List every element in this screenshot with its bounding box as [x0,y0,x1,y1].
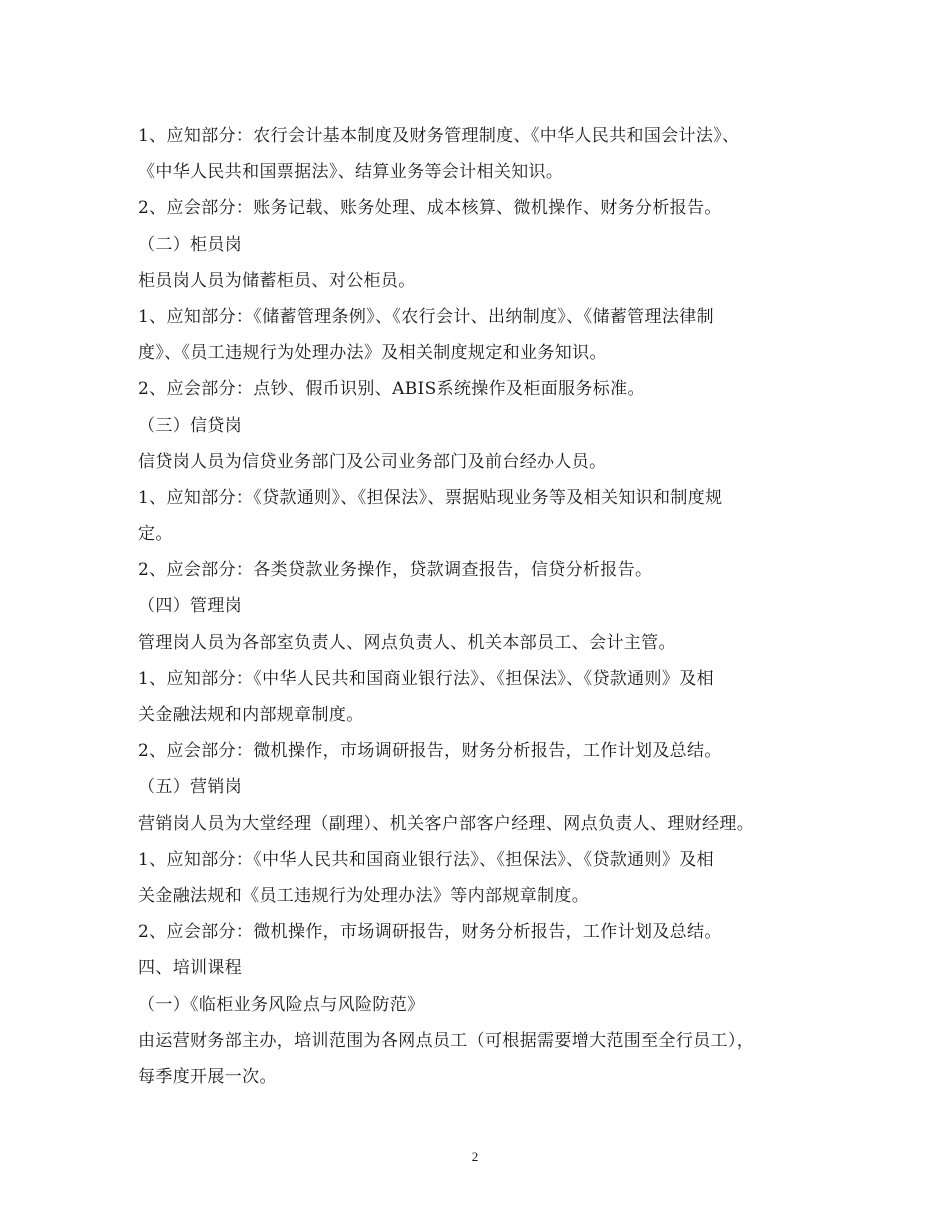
section-heading: （四）管理岗 [138,596,243,617]
text-line: 由运营财务部主办，培训范围为各网点员工（可根据需要增大范围至全行员工）， [138,1030,755,1051]
text-line: 1、应知部分：《中华人民共和国商业银行法》、《担保法》、《贷款通则》及相 [138,668,714,689]
text-line: 关金融法规和内部规章制度。 [138,705,364,725]
text-line: 《中华人民共和国票据法》、结算业务等会计相关知识。 [138,162,564,183]
text-line: 1、应知部分：《中华人民共和国商业银行法》、《担保法》、《贷款通则》及相 [138,849,714,870]
section-heading: （二）柜员岗 [138,234,243,255]
section-heading: （一）《临柜业务风险点与风险防范》 [138,994,425,1015]
text-line: 2、应会部分：微机操作，市场调研报告，财务分析报告，工作计划及总结。 [138,922,722,943]
document-body [138,118,810,1095]
text-line: 定。 [138,524,173,545]
text-line: 每季度开展一次。 [138,1066,277,1087]
section-heading: （三）信贷岗 [138,415,243,436]
text-line: 2、应会部分：账务记载、账务处理、成本核算、微机操作、财务分析报告。 [138,198,722,219]
page-number: 2 [471,1149,479,1164]
text-line: 信贷岗人员为信贷业务部门及公司业务部门及前台经办人员。 [138,451,607,472]
text-line: 1、应知部分：农行会计基本制度及财务管理制度、《中华人民共和国会计法》、 [138,126,740,146]
chapter-heading: 四、培训课程 [138,958,243,979]
section-heading: （五）营销岗 [138,777,243,798]
text-line: 2、应会部分：点钞、假币识别、ABIS系统操作及柜面服务标准。 [138,379,645,400]
text-line: 营销岗人员为大堂经理（副理）、机关客户部客户经理、网点负责人、理财经理。 [138,813,755,834]
text-line: 1、应知部分：《贷款通则》、《担保法》、票据贴现业务等及相关知识和制度规 [138,487,723,508]
text-line: 1、应知部分：《储蓄管理条例》、《农行会计、出纳制度》、《储蓄管理法律制 [138,306,714,327]
text-line: 柜员岗人员为储蓄柜员、对公柜员。 [138,270,416,291]
text-line: 度》、《员工违规行为处理办法》及相关制度规定和业务知识。 [138,343,607,364]
text-line: 关金融法规和《员工违规行为处理办法》等内部规章制度。 [138,885,590,906]
text-line: 2、应会部分：微机操作，市场调研报告，财务分析报告，工作计划及总结。 [138,741,722,762]
text-line: 管理岗人员为各部室负责人、网点负责人、机关本部员工、会计主管。 [138,632,676,653]
text-line: 2、应会部分：各类贷款业务操作，贷款调查报告，信贷分析报告。 [138,560,653,581]
